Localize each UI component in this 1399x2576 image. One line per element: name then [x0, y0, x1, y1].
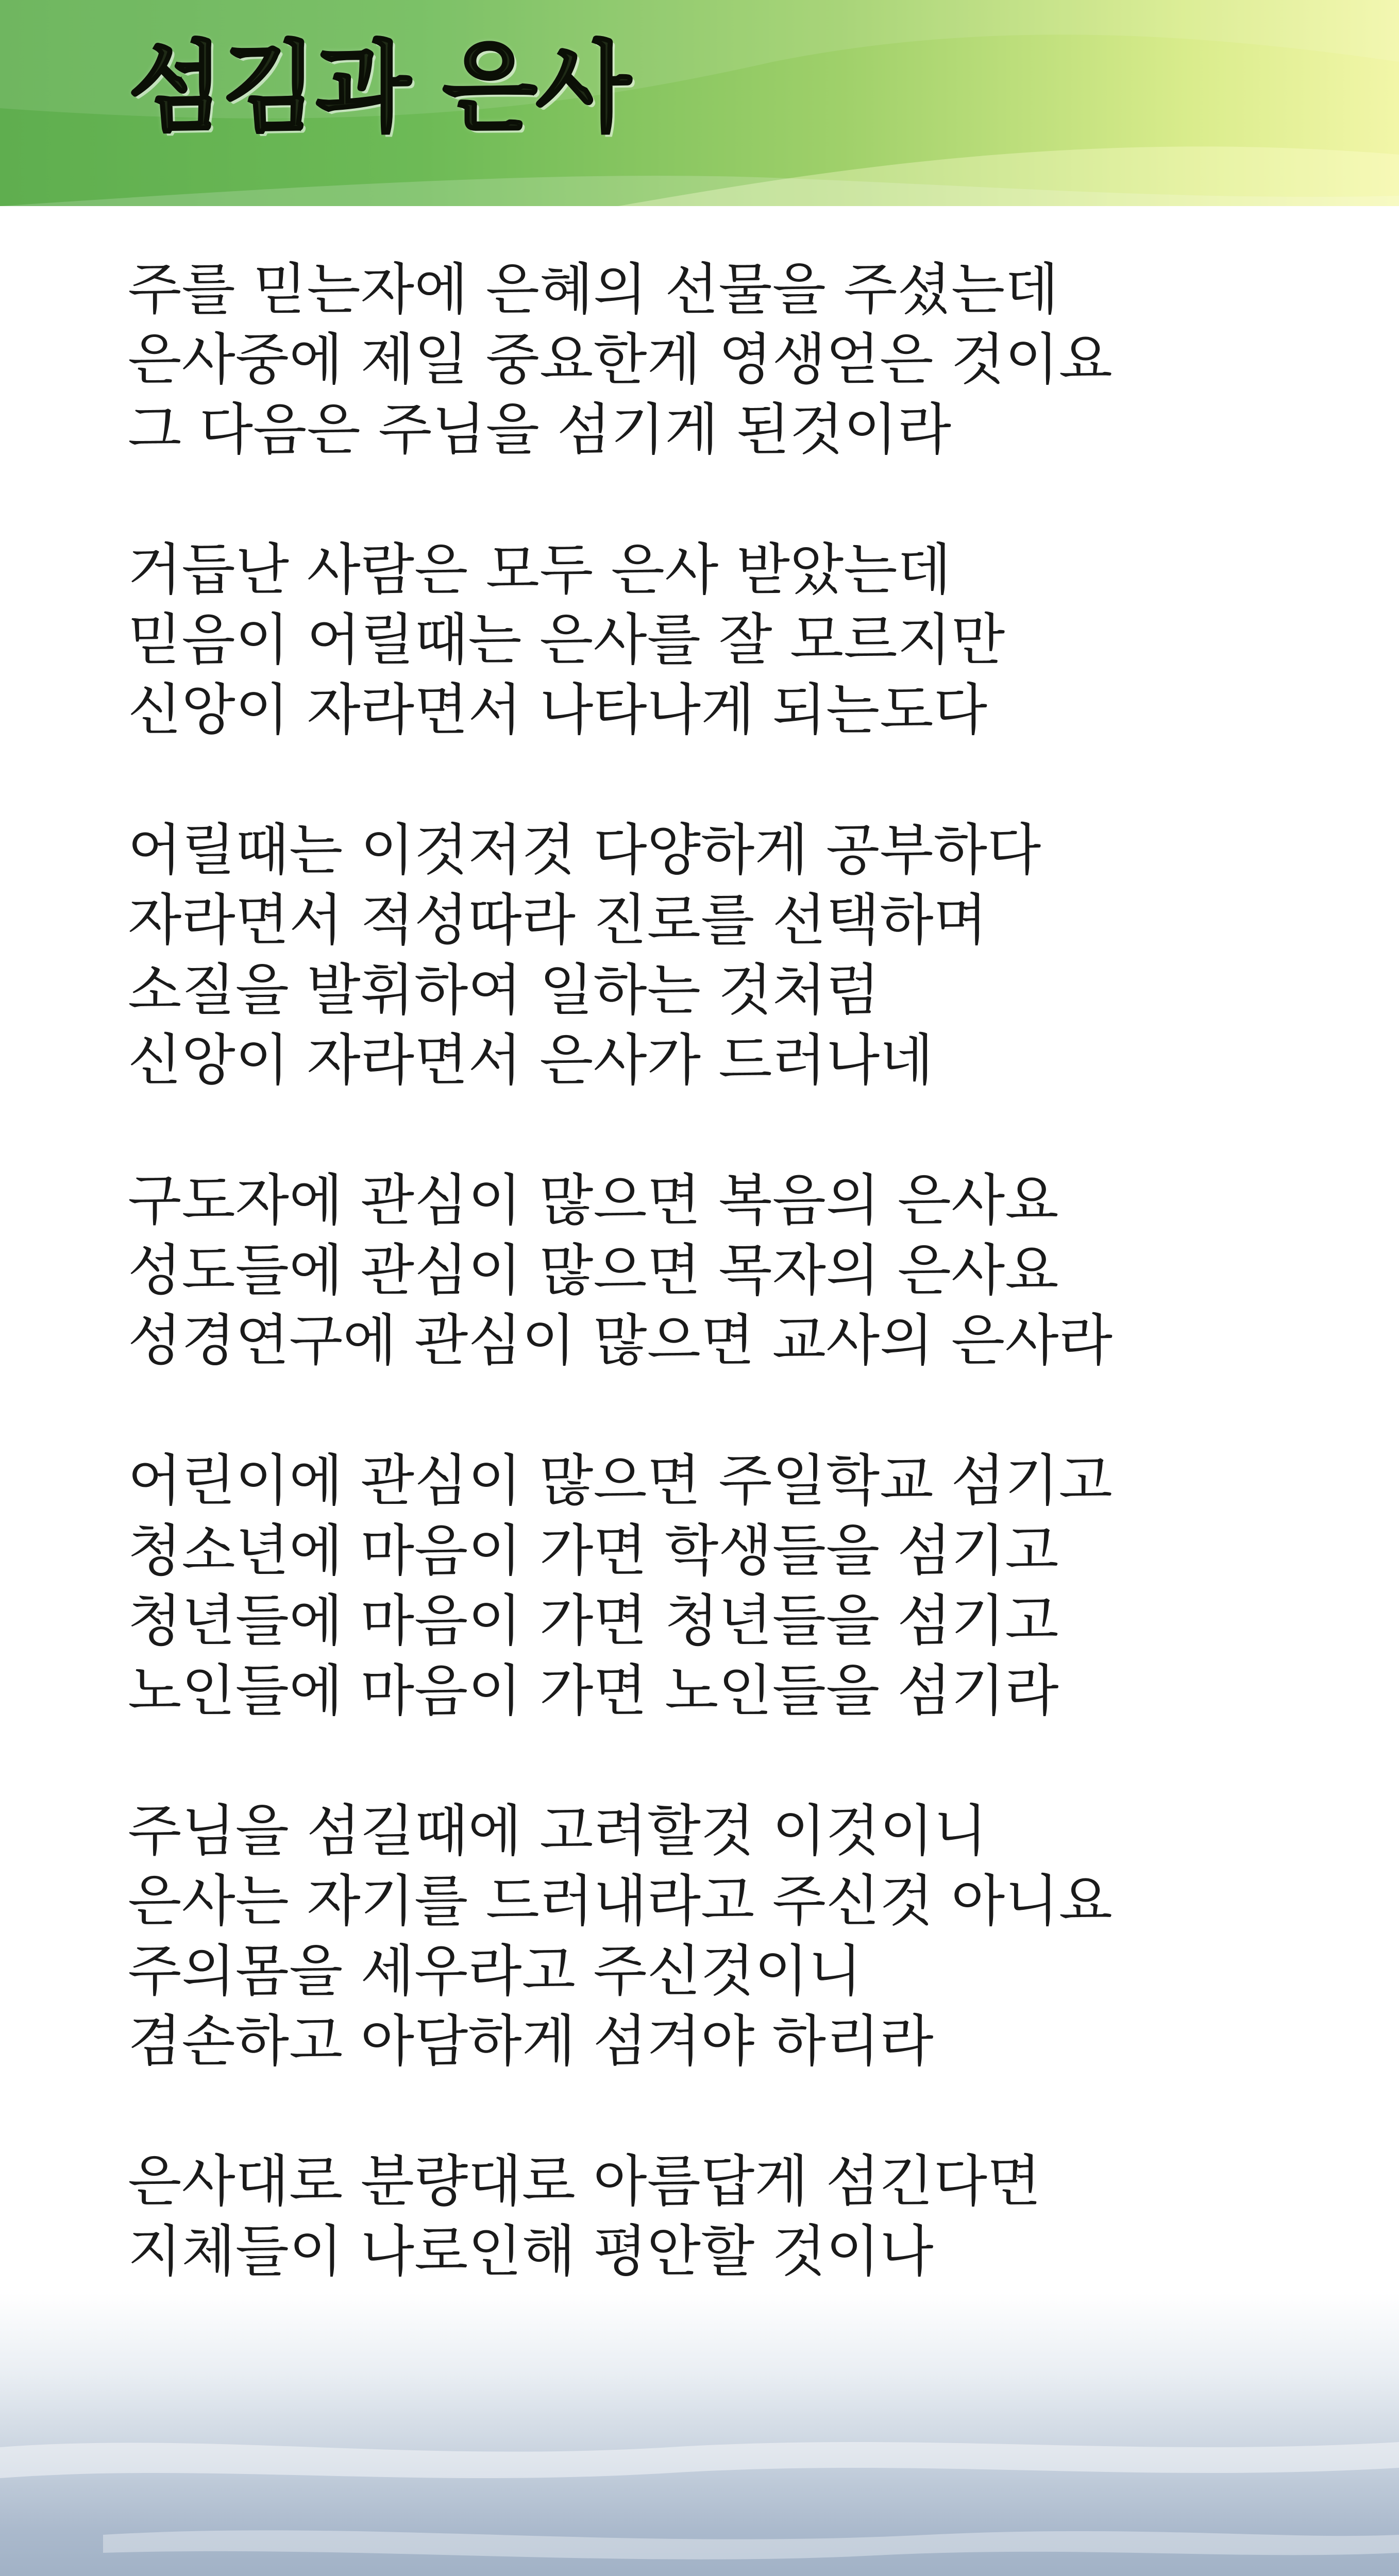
poem-line: 은사대로 분량대로 아름답게 섬긴다면 [128, 2149, 1041, 2214]
poem-line: 믿음이 어릴때는 은사를 잘 모르지만 [128, 608, 1005, 672]
stanza [128, 1797, 1313, 2077]
page-title: 섬김과 은사 [129, 30, 630, 145]
poem-body [128, 255, 1313, 2567]
stanza [128, 535, 1313, 745]
stanza [128, 1446, 1313, 1726]
poem-line: 어린이에 관심이 많으면 주일학교 섬기고 [128, 1449, 1113, 1513]
poem-line: 청년들에 마음이 가면 청년들을 섬기고 [128, 1589, 1059, 1653]
header-banner [0, 0, 1399, 206]
mountain-landscape-image [0, 2293, 1399, 2576]
poem-line: 자라면서 적성따라 진로를 선택하며 [128, 888, 987, 953]
stanza [128, 1166, 1313, 1376]
poem-line: 겸손하고 아담하게 섬겨야 하리라 [128, 2009, 934, 2074]
poem-line: 거듭난 사람은 모두 은사 받았는데 [128, 538, 951, 602]
poem-line: 신앙이 자라면서 은사가 드러나네 [128, 1028, 934, 1093]
poem-line: 은사중에 제일 중요한게 영생얻은 것이요 [128, 328, 1113, 392]
poem-line: 그 다음은 주님을 섬기게 된것이라 [128, 398, 951, 462]
poem-line: 지체들이 나로인해 평안할 것이나 [128, 2219, 934, 2284]
poem-line: 성경연구에 관심이 많으면 교사의 은사라 [128, 1309, 1113, 1373]
poem-line: 주의몸을 세우라고 주신것이니 [128, 1939, 862, 2004]
poem-line: 노인들에 마음이 가면 노인들을 섬기라 [128, 1659, 1059, 1723]
poem-line: 소질을 발휘하여 일하는 것처럼 [128, 958, 880, 1023]
poem-line: 청소년에 마음이 가면 학생들을 섬기고 [128, 1519, 1059, 1583]
poem-line: 신앙이 자라면서 나타나게 되는도다 [128, 678, 987, 742]
poem-line: 주를 믿는자에 은혜의 선물을 주셨는데 [128, 258, 1059, 322]
poem-line: 은사는 자기를 드러내라고 주신것 아니요 [128, 1869, 1113, 1934]
poem-line: 주님을 섬길때에 고려할것 이것이니 [128, 1799, 987, 1863]
poem-line: 성도들에 관심이 많으면 목자의 은사요 [128, 1239, 1059, 1303]
stanza [128, 816, 1313, 1096]
stanza [128, 255, 1313, 465]
poem-line: 어릴때는 이것저것 다양하게 공부하다 [128, 818, 1041, 883]
poem-line: 구도자에 관심이 많으면 복음의 은사요 [128, 1168, 1059, 1233]
